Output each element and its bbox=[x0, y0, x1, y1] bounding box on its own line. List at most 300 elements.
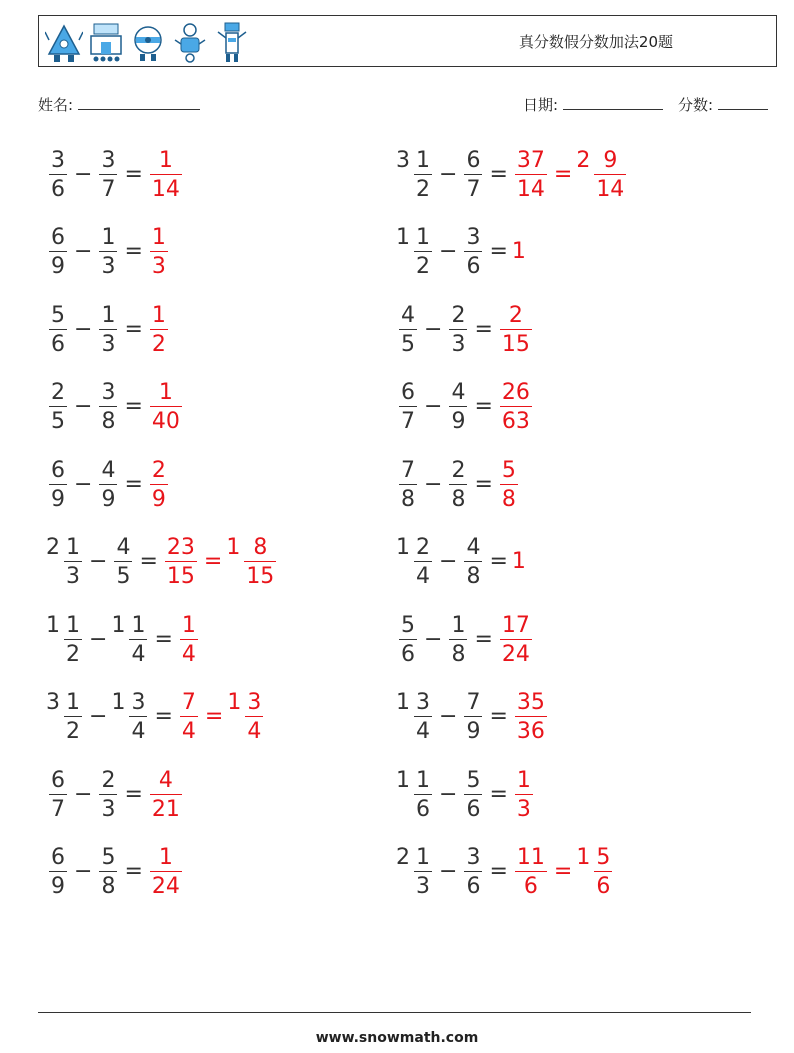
operand-a bbox=[46, 613, 85, 666]
problem-20 bbox=[396, 840, 615, 904]
answer bbox=[497, 380, 535, 433]
operand-a-numerator: 7 bbox=[401, 457, 415, 483]
operand-b bbox=[461, 535, 485, 588]
answer-value-fraction bbox=[500, 381, 532, 433]
minus-sign: − bbox=[424, 316, 443, 342]
answer-value bbox=[512, 845, 550, 898]
operand-a-fraction bbox=[49, 304, 67, 356]
operand-b bbox=[96, 458, 120, 511]
answer-value-numerator: 2 bbox=[151, 457, 166, 483]
operand-a bbox=[46, 380, 70, 433]
answer-value-fraction bbox=[150, 304, 168, 356]
answer-value bbox=[512, 768, 536, 821]
answer-value bbox=[497, 613, 535, 666]
operand-a-numerator: 1 bbox=[66, 535, 80, 560]
operand-a-fraction bbox=[414, 226, 432, 278]
equals-sign: = bbox=[124, 781, 143, 807]
operand-b bbox=[446, 303, 470, 356]
answer-value-fraction bbox=[150, 149, 182, 201]
operand-a bbox=[396, 768, 435, 821]
operand-a-numerator: 1 bbox=[416, 845, 430, 870]
operand-b-numerator: 4 bbox=[116, 535, 131, 560]
operand-a-denominator: 5 bbox=[51, 409, 65, 434]
operand-b bbox=[111, 690, 150, 743]
operand-a-numerator: 5 bbox=[51, 302, 65, 328]
minus-sign: − bbox=[89, 704, 108, 729]
answer-mixed-denominator: 15 bbox=[246, 564, 275, 589]
operand-b-numerator: 1 bbox=[131, 612, 146, 638]
operand-a bbox=[396, 535, 435, 588]
operand-a bbox=[46, 148, 70, 201]
problem-1 bbox=[46, 142, 185, 206]
answer-value-fraction bbox=[515, 691, 547, 743]
equals-sign: = bbox=[553, 859, 573, 884]
operand-a-denominator: 2 bbox=[66, 719, 80, 744]
operand-b-numerator: 3 bbox=[101, 380, 116, 405]
answer bbox=[512, 690, 550, 743]
operand-a-whole: 3 bbox=[396, 147, 410, 173]
operand-b-numerator: 5 bbox=[466, 767, 481, 793]
problem-17 bbox=[46, 762, 185, 826]
operand-a bbox=[396, 148, 435, 201]
operand-a-whole: 1 bbox=[396, 225, 410, 250]
answer-value-numerator: 37 bbox=[516, 147, 545, 173]
operand-b bbox=[96, 148, 120, 201]
equals-sign: = bbox=[489, 161, 508, 187]
operand-b-numerator: 3 bbox=[131, 690, 146, 715]
operand-a bbox=[46, 768, 70, 821]
answer-value bbox=[177, 613, 201, 666]
answer-mixed-denominator: 6 bbox=[596, 874, 611, 899]
operand-b-fraction bbox=[99, 769, 117, 821]
answer-value-numerator: 7 bbox=[181, 690, 196, 715]
operand-b bbox=[461, 845, 485, 898]
operand-a-whole: 1 bbox=[396, 690, 410, 715]
minus-sign: − bbox=[74, 781, 93, 807]
operand-a-fraction bbox=[64, 614, 82, 666]
answer-value-numerator: 11 bbox=[516, 845, 545, 870]
answer-value-denominator: 63 bbox=[501, 409, 530, 434]
answer-mixed-denominator: 14 bbox=[596, 176, 625, 202]
minus-sign: − bbox=[439, 161, 458, 187]
equals-sign: = bbox=[489, 239, 508, 264]
operand-a-fraction bbox=[414, 149, 432, 201]
answer-value-numerator: 1 bbox=[181, 612, 196, 638]
answer-value-numerator: 35 bbox=[516, 690, 545, 715]
answer bbox=[497, 613, 535, 666]
answer-value-whole: 1 bbox=[511, 239, 526, 264]
equals-sign: = bbox=[124, 239, 143, 264]
answer-value bbox=[177, 690, 201, 743]
operand-b-denominator: 9 bbox=[101, 486, 116, 512]
operand-b-fraction bbox=[449, 459, 467, 511]
operand-a bbox=[396, 458, 420, 511]
operand-b-whole: 1 bbox=[111, 612, 126, 638]
answer-value bbox=[147, 845, 185, 898]
operand-a-fraction bbox=[64, 691, 82, 743]
answer-mixed-whole: 1 bbox=[227, 690, 242, 715]
answer-mixed-whole: 1 bbox=[226, 535, 241, 560]
operand-b-numerator: 6 bbox=[466, 147, 481, 173]
answer-value-denominator: 36 bbox=[516, 719, 545, 744]
operand-b-numerator: 3 bbox=[101, 147, 116, 173]
answer-mixed-numerator: 8 bbox=[253, 535, 268, 560]
operand-b bbox=[96, 768, 120, 821]
answer-value-fraction bbox=[180, 691, 198, 743]
operand-a bbox=[396, 225, 435, 278]
operand-a-denominator: 6 bbox=[401, 641, 415, 667]
operand-a-denominator: 9 bbox=[51, 486, 65, 512]
operand-b-numerator: 1 bbox=[101, 302, 116, 328]
robot-3-icon bbox=[129, 20, 167, 64]
minus-sign: − bbox=[439, 859, 458, 884]
problem-3 bbox=[46, 220, 171, 284]
operand-a-numerator: 1 bbox=[416, 767, 430, 793]
answer-value bbox=[147, 768, 185, 821]
operand-a bbox=[46, 535, 85, 588]
answer-value-numerator: 26 bbox=[501, 380, 530, 405]
answer-value bbox=[162, 535, 200, 588]
problem-7 bbox=[46, 375, 185, 439]
operand-b-denominator: 3 bbox=[451, 331, 466, 357]
operand-b-denominator: 6 bbox=[466, 796, 481, 822]
equals-sign: = bbox=[203, 549, 223, 574]
answer-value-denominator: 24 bbox=[501, 641, 530, 667]
answer-value-fraction bbox=[515, 149, 547, 201]
answer-value-denominator: 14 bbox=[151, 176, 180, 202]
answer-mixed-whole: 2 bbox=[576, 147, 591, 173]
operand-b bbox=[111, 613, 150, 666]
answer-mixed-fraction bbox=[244, 536, 276, 588]
answer-value-denominator: 15 bbox=[501, 331, 530, 357]
operand-b-fraction bbox=[99, 381, 117, 433]
robot-2-icon bbox=[87, 20, 125, 64]
answer bbox=[147, 768, 185, 821]
operand-a-numerator: 6 bbox=[51, 457, 65, 483]
operand-a-numerator: 1 bbox=[416, 225, 430, 250]
answer-value-denominator: 4 bbox=[181, 641, 196, 667]
answer bbox=[177, 613, 201, 666]
operand-a-whole: 2 bbox=[46, 535, 60, 560]
operand-b-numerator: 4 bbox=[451, 380, 466, 405]
answer-value-fraction bbox=[150, 226, 168, 278]
footer-divider bbox=[38, 1012, 751, 1013]
worksheet-header bbox=[38, 15, 777, 67]
answer-value bbox=[147, 225, 171, 278]
minus-sign: − bbox=[74, 471, 93, 497]
operand-b-fraction bbox=[449, 381, 467, 433]
operand-a-denominator: 9 bbox=[51, 874, 65, 899]
operand-b-denominator: 5 bbox=[116, 564, 131, 589]
score-label: 分数: bbox=[678, 96, 714, 114]
operand-a-fraction bbox=[49, 226, 67, 278]
operand-b bbox=[96, 845, 120, 898]
answer-value-denominator: 4 bbox=[181, 719, 196, 744]
equals-sign: = bbox=[474, 626, 493, 652]
answer bbox=[177, 690, 266, 743]
operand-a-numerator: 1 bbox=[66, 690, 80, 715]
operand-b-fraction bbox=[449, 304, 467, 356]
answer-value-fraction bbox=[500, 459, 518, 511]
operand-b-denominator: 7 bbox=[466, 176, 481, 202]
operand-a-fraction bbox=[49, 769, 67, 821]
minus-sign: − bbox=[74, 239, 93, 264]
minus-sign: − bbox=[424, 394, 443, 419]
answer bbox=[512, 239, 527, 264]
answer-value bbox=[497, 458, 521, 511]
operand-b bbox=[96, 225, 120, 278]
operand-b-denominator: 8 bbox=[466, 564, 481, 589]
answer-mixed-denominator: 4 bbox=[247, 719, 262, 744]
operand-b-numerator: 1 bbox=[451, 612, 466, 638]
operand-a-denominator: 7 bbox=[401, 409, 415, 434]
problem-4 bbox=[396, 220, 527, 284]
operand-b-numerator: 2 bbox=[451, 302, 466, 328]
operand-a bbox=[46, 303, 70, 356]
operand-b-denominator: 8 bbox=[451, 486, 466, 512]
answer-value-fraction bbox=[150, 846, 182, 898]
operand-a-whole: 2 bbox=[396, 845, 410, 870]
answer-value-numerator: 1 bbox=[158, 380, 173, 405]
answer bbox=[147, 303, 171, 356]
answer-mixed-fraction bbox=[245, 691, 263, 743]
answer bbox=[147, 148, 185, 201]
answer-value bbox=[512, 148, 550, 201]
operand-b-fraction bbox=[99, 149, 117, 201]
equals-sign: = bbox=[489, 859, 508, 884]
score-field bbox=[678, 94, 768, 115]
equals-sign: = bbox=[204, 704, 224, 729]
operand-b bbox=[96, 380, 120, 433]
answer-mixed-numerator: 5 bbox=[596, 845, 611, 870]
footer-site: www.snowmath.com bbox=[315, 1030, 479, 1046]
answer-value bbox=[147, 303, 171, 356]
score-blank[interactable] bbox=[718, 94, 768, 110]
answer-value bbox=[512, 549, 527, 574]
operand-a bbox=[396, 613, 420, 666]
date-label: 日期: bbox=[523, 96, 559, 114]
operand-a-denominator: 5 bbox=[401, 331, 415, 357]
equals-sign: = bbox=[489, 781, 508, 807]
operand-a-numerator: 3 bbox=[51, 147, 65, 173]
operand-b-denominator: 6 bbox=[466, 874, 481, 899]
equals-sign: = bbox=[489, 549, 508, 574]
operand-b-denominator: 8 bbox=[101, 409, 116, 434]
answer bbox=[497, 303, 535, 356]
operand-b bbox=[461, 148, 485, 201]
operand-a-whole: 3 bbox=[46, 690, 60, 715]
answer-value bbox=[512, 690, 550, 743]
operand-a-numerator: 1 bbox=[66, 612, 80, 638]
minus-sign: − bbox=[424, 471, 443, 497]
answer-value-numerator: 1 bbox=[158, 845, 173, 870]
operand-b-fraction bbox=[129, 614, 147, 666]
answer-value-numerator: 5 bbox=[501, 457, 516, 483]
operand-a-numerator: 6 bbox=[401, 380, 415, 405]
operand-b-denominator: 6 bbox=[466, 254, 481, 279]
operand-a bbox=[46, 690, 85, 743]
answer-value bbox=[147, 380, 185, 433]
operand-a bbox=[396, 845, 435, 898]
problem-19 bbox=[46, 840, 185, 904]
answer bbox=[162, 535, 279, 588]
operand-a-numerator: 6 bbox=[51, 225, 65, 250]
equals-sign: = bbox=[553, 161, 573, 187]
equals-sign: = bbox=[124, 161, 143, 187]
operand-a-fraction bbox=[49, 149, 67, 201]
operand-a-numerator: 2 bbox=[51, 380, 65, 405]
answer-value-whole: 1 bbox=[511, 549, 526, 574]
operand-b-numerator: 4 bbox=[466, 535, 481, 560]
equals-sign: = bbox=[474, 471, 493, 497]
answer-value-denominator: 24 bbox=[151, 874, 180, 899]
answer-value-denominator: 8 bbox=[501, 486, 516, 512]
answer-mixed bbox=[226, 535, 279, 588]
answer-value-fraction bbox=[150, 769, 182, 821]
minus-sign: − bbox=[89, 549, 108, 574]
name-field bbox=[38, 94, 200, 115]
operand-a-denominator: 4 bbox=[416, 719, 430, 744]
answer-value-numerator: 1 bbox=[151, 225, 166, 250]
answer-value-denominator: 3 bbox=[151, 254, 166, 279]
problem-13 bbox=[46, 607, 201, 671]
problem-6 bbox=[396, 297, 535, 361]
answer-value-denominator: 9 bbox=[151, 486, 166, 512]
equals-sign: = bbox=[124, 316, 143, 342]
date-blank[interactable] bbox=[563, 94, 663, 110]
answer-value-denominator: 6 bbox=[523, 874, 538, 899]
minus-sign: − bbox=[74, 859, 93, 884]
answer-value bbox=[147, 148, 185, 201]
problem-11 bbox=[46, 530, 279, 594]
minus-sign: − bbox=[439, 781, 458, 807]
operand-a-denominator: 6 bbox=[51, 331, 65, 357]
operand-a bbox=[396, 690, 435, 743]
answer-mixed-numerator: 9 bbox=[603, 147, 618, 173]
operand-a bbox=[46, 225, 70, 278]
answer-value-fraction bbox=[180, 614, 198, 666]
operand-b-fraction bbox=[464, 846, 482, 898]
operand-a-denominator: 3 bbox=[66, 564, 80, 589]
problem-15 bbox=[46, 685, 266, 749]
equals-sign: = bbox=[489, 704, 508, 729]
answer-value-fraction bbox=[165, 536, 197, 588]
operand-a-whole: 1 bbox=[396, 767, 410, 793]
operand-b bbox=[111, 535, 135, 588]
operand-a-denominator: 3 bbox=[416, 874, 430, 899]
answer-mixed bbox=[227, 690, 266, 743]
minus-sign: − bbox=[89, 626, 108, 652]
robot-5-icon bbox=[213, 20, 251, 64]
answer-value-numerator: 17 bbox=[501, 612, 530, 638]
answer-mixed bbox=[576, 845, 615, 898]
operand-a-numerator: 2 bbox=[416, 535, 430, 560]
operand-a-fraction bbox=[399, 459, 417, 511]
operand-b-fraction bbox=[449, 614, 467, 666]
operand-b-denominator: 9 bbox=[451, 409, 466, 434]
minus-sign: − bbox=[424, 626, 443, 652]
answer-value-numerator: 4 bbox=[158, 767, 173, 793]
answer-value-denominator: 21 bbox=[151, 796, 180, 822]
answer-value bbox=[147, 458, 171, 511]
operand-a-numerator: 5 bbox=[401, 612, 415, 638]
problem-8 bbox=[396, 375, 535, 439]
name-blank[interactable] bbox=[78, 94, 200, 110]
answer-value-denominator: 14 bbox=[516, 176, 545, 202]
answer-value-numerator: 1 bbox=[158, 147, 173, 173]
operand-a-denominator: 2 bbox=[66, 641, 80, 667]
operand-b-denominator: 3 bbox=[101, 796, 116, 822]
operand-b-numerator: 7 bbox=[466, 690, 481, 715]
equals-sign: = bbox=[154, 626, 173, 652]
problem-10 bbox=[396, 452, 521, 516]
operand-b-numerator: 2 bbox=[451, 457, 466, 483]
operand-b-fraction bbox=[464, 769, 482, 821]
operand-b-fraction bbox=[99, 226, 117, 278]
operand-b-fraction bbox=[114, 536, 132, 588]
operand-a-fraction bbox=[49, 846, 67, 898]
operand-b bbox=[461, 690, 485, 743]
operand-a-fraction bbox=[49, 381, 67, 433]
answer bbox=[512, 148, 629, 201]
minus-sign: − bbox=[74, 161, 93, 187]
operand-b-fraction bbox=[464, 536, 482, 588]
problem-14 bbox=[396, 607, 535, 671]
answer-value-numerator: 1 bbox=[151, 302, 166, 328]
operand-a-fraction bbox=[399, 304, 417, 356]
operand-b-denominator: 4 bbox=[131, 719, 146, 744]
equals-sign: = bbox=[474, 316, 493, 342]
equals-sign: = bbox=[474, 394, 493, 419]
operand-a-fraction bbox=[399, 614, 417, 666]
answer-value-numerator: 23 bbox=[166, 535, 195, 560]
operand-a bbox=[46, 458, 70, 511]
operand-b-fraction bbox=[129, 691, 147, 743]
minus-sign: − bbox=[74, 394, 93, 419]
operand-a-denominator: 6 bbox=[51, 176, 65, 202]
problem-2 bbox=[396, 142, 629, 206]
answer-value bbox=[497, 380, 535, 433]
operand-b-denominator: 3 bbox=[101, 254, 116, 279]
operand-a-fraction bbox=[414, 536, 432, 588]
problem-16 bbox=[396, 685, 550, 749]
answer-mixed-numerator: 3 bbox=[247, 690, 262, 715]
operand-b bbox=[96, 303, 120, 356]
answer-mixed-fraction bbox=[594, 846, 612, 898]
operand-b-numerator: 3 bbox=[466, 225, 481, 250]
answer bbox=[512, 845, 615, 898]
answer-mixed bbox=[576, 148, 629, 201]
equals-sign: = bbox=[124, 859, 143, 884]
operand-a-fraction bbox=[399, 381, 417, 433]
answer-mixed-whole: 1 bbox=[576, 845, 591, 870]
operand-a-numerator: 3 bbox=[416, 690, 430, 715]
operand-b-denominator: 7 bbox=[101, 176, 116, 202]
operand-a bbox=[396, 380, 420, 433]
answer bbox=[147, 225, 171, 278]
operand-b-numerator: 5 bbox=[101, 845, 116, 870]
problem-12 bbox=[396, 530, 527, 594]
operand-b bbox=[461, 768, 485, 821]
operand-b-fraction bbox=[99, 304, 117, 356]
operand-a-denominator: 2 bbox=[416, 254, 430, 279]
date-field bbox=[523, 94, 663, 115]
operand-b-denominator: 8 bbox=[101, 874, 116, 899]
answer-value-fraction bbox=[500, 614, 532, 666]
operand-a-fraction bbox=[414, 769, 432, 821]
answer-value-denominator: 2 bbox=[151, 331, 166, 357]
operand-a-denominator: 4 bbox=[416, 564, 430, 589]
